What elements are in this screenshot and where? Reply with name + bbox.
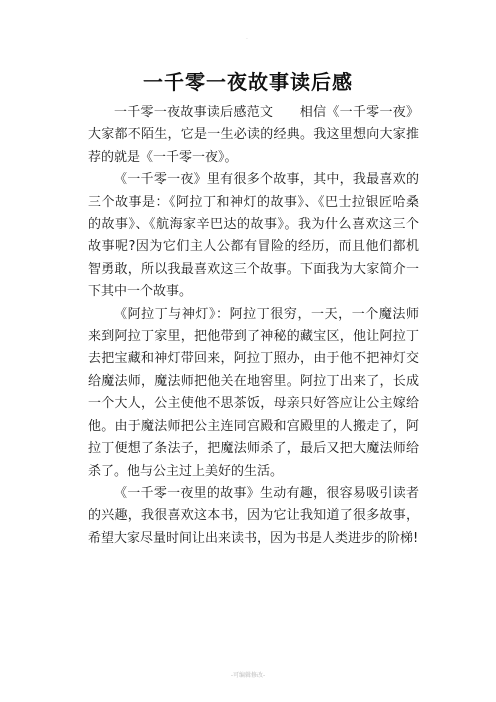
document-body [88,102,419,550]
header-mark: · [246,36,248,43]
paragraph-aladdin-summary: 《阿拉丁与神灯》：阿拉丁很穷，一天，一个魔法师来到阿拉丁家里，把他带到了神秘的藏宝区，他让阿拉丁去把宝藏和神灯带回来，阿拉丁照办，由于他不把神灯交给魔法师，魔法师把他关在地窖里。阿拉丁出来了，长成一个大人，公主使他不思茶饭，母亲只好答应让公主嫁给他。由于魔法师把公主连同宫殿和宫殿里的人搬走了，阿拉丁便想了条法子，把魔法师杀了，最后又把大魔法师给杀了。他与公主过上美好的生活。 [88,306,419,479]
footer-note: -可编辑修改- [230,672,266,679]
paragraph-favorite-stories: 《一千零一夜》里有很多个故事，其中，我最喜欢的三个故事是：《阿拉丁和神灯的故事》、《巴士拉银匠哈桑的故事》、《航海家辛巴达的故事》。我为什么喜欢这三个故事呢?因为它们主人公都有冒险的经历，而且他们都机智勇敢，所以我最喜欢这三个故事。下面我为大家简介一下其中一个故事。 [88,172,419,300]
paragraph-intro: 一千零一夜故事读后感范文 相信《一千零一夜》大家都不陌生，它是一生必读的经典。我这里想向大家推荐的就是《一千零一夜》。 [88,105,419,165]
page-title: 一千零一夜故事读后感 [143,70,353,94]
paragraph-conclusion: 《一千零一夜里的故事》生动有趣，很容易吸引读者的兴趣，我很喜欢这本书，因为它让我知道了很多故事，希望大家尽量时间让出来读书，因为书是人类进步的阶梯! [88,485,419,546]
